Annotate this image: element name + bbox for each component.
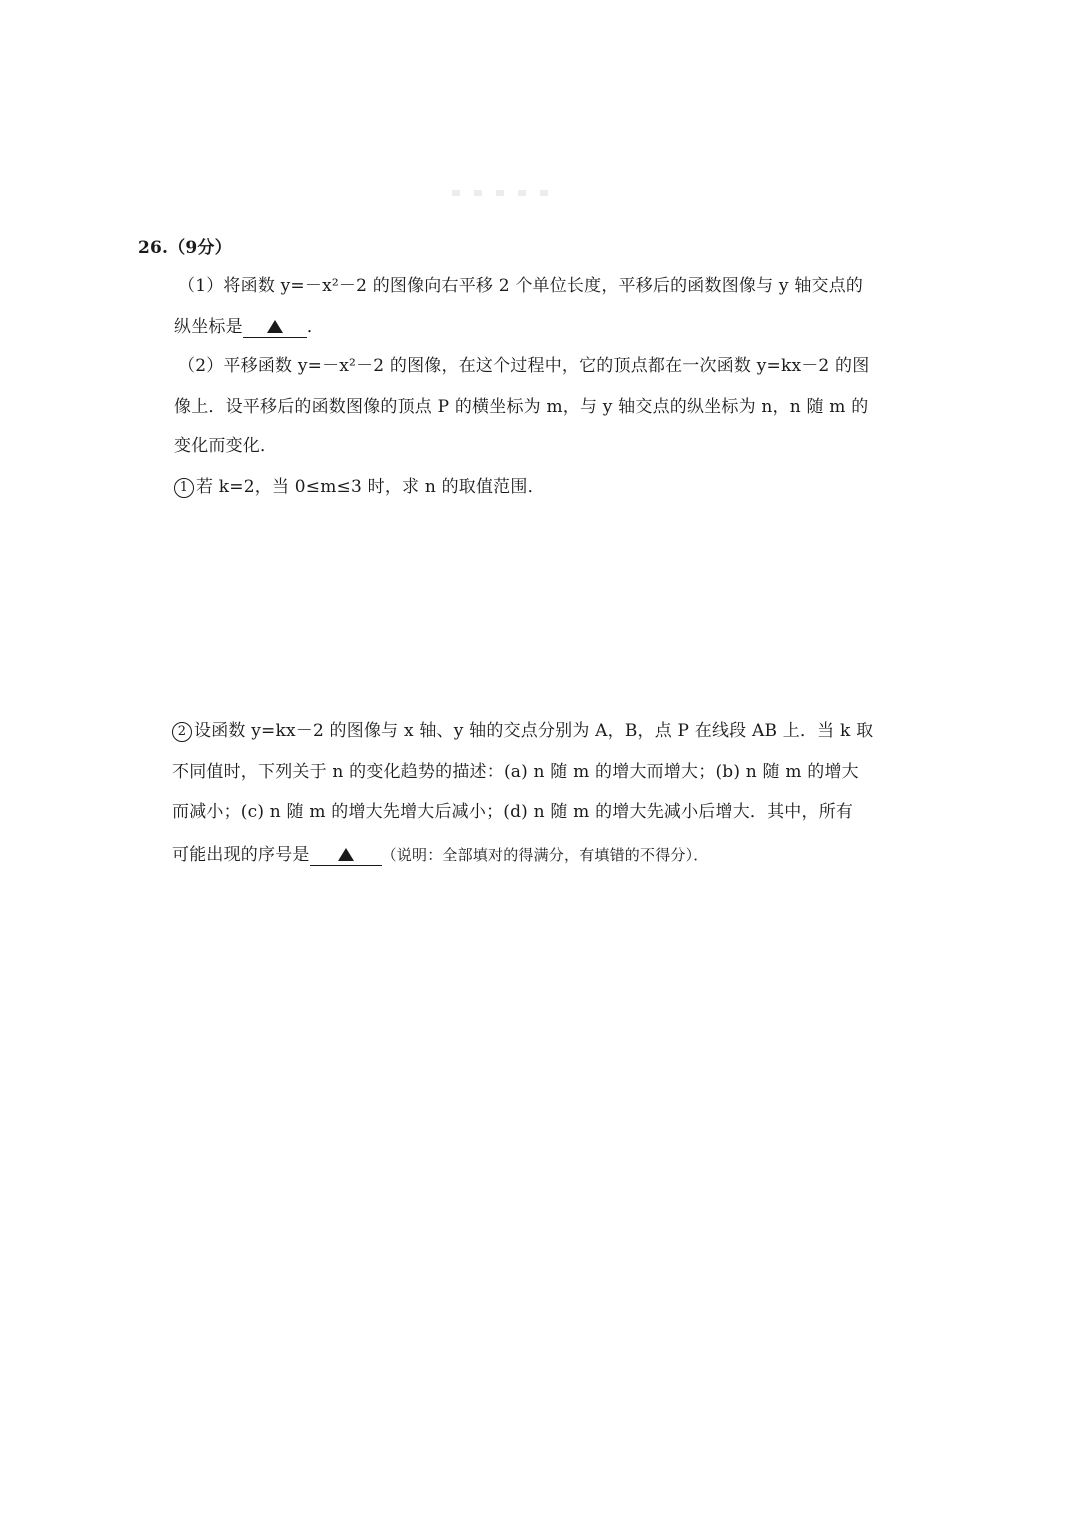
part2-line1: （2）平移函数 y=－x²－2 的图像，在这个过程中，它的顶点都在一次函数 y=kx－2 的图 — [178, 356, 870, 376]
sub-question-2-line3: 而减小；(c) n 随 m 的增大先增大后减小；(d) n 随 m 的增大先减小后增大．其中，所有 — [172, 802, 854, 822]
sub-question-2-line4 — [172, 843, 709, 867]
answer-blank-1[interactable] — [243, 317, 307, 338]
part1-line1: （1）将函数 y=－x²－2 的图像向右平移 2 个单位长度，平移后的函数图像与 y 轴交点的 — [178, 276, 864, 296]
sub-question-2-line4-suffix: （说明：全部填对的得满分，有填错的不得分）． — [381, 846, 709, 864]
part1-line2 — [174, 315, 324, 339]
question-header — [138, 236, 232, 260]
question-points: （9分） — [168, 238, 232, 258]
sub-question-1 — [174, 475, 545, 499]
sub-question-2-line1-text: 设函数 y=kx－2 的图像与 x 轴、y 轴的交点分别为 A，B，点 P 在线段 AB 上．当 k 取 — [194, 721, 874, 741]
triangle-icon — [338, 848, 354, 861]
part2-line2: 像上．设平移后的函数图像的顶点 P 的横坐标为 m，与 y 轴交点的纵坐标为 n，n 随 m 的 — [174, 397, 869, 417]
triangle-icon — [267, 320, 283, 333]
part1-line2-suffix: ． — [306, 317, 325, 337]
circled-number-1: 1 — [174, 478, 194, 498]
circled-number-2: 2 — [172, 722, 192, 742]
sub-question-1-text: 若 k=2，当 0≤m≤3 时，求 n 的取值范围． — [196, 477, 545, 497]
question-number: 26. — [138, 238, 169, 258]
part2-line3: 变化而变化． — [174, 436, 278, 456]
scan-smudge — [452, 190, 562, 196]
answer-blank-2[interactable] — [310, 845, 382, 866]
sub-question-2-line4-prefix: 可能出现的序号是 — [172, 845, 310, 865]
sub-question-2-line1 — [172, 719, 873, 743]
sub-question-2-line2: 不同值时，下列关于 n 的变化趋势的描述：(a) n 随 m 的增大而增大；(b) n 随 m 的增大 — [172, 762, 859, 782]
part1-line2-prefix: 纵坐标是 — [174, 317, 243, 337]
